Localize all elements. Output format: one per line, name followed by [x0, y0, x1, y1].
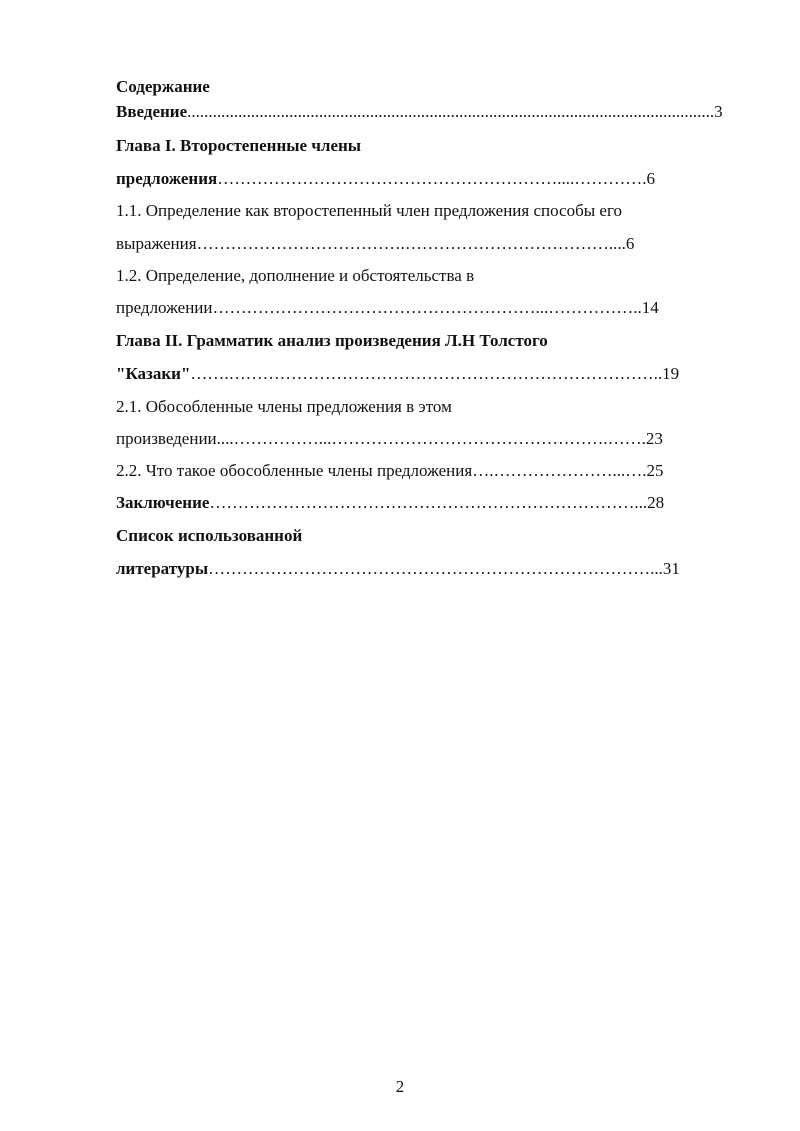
toc-page-number: 28 — [647, 493, 665, 512]
toc-entry-title: 2.2. Что такое обособленные члены предложения — [116, 461, 473, 480]
toc-leader: ……………………………………………………………………... — [208, 559, 663, 578]
toc-entry-chapter2-title: Глава II. Грамматик анализ произведения Л.Н Толстого — [116, 331, 548, 350]
toc-entry-section2-1-text: 2.1. Обособленные члены предложения в этом — [116, 397, 452, 416]
toc-entry-title: выражения — [116, 234, 197, 253]
toc-heading: Содержание — [116, 77, 210, 96]
toc-page-number: 31 — [662, 559, 680, 578]
toc-entry-chapter2 — [116, 363, 679, 385]
toc-page-number: 6 — [646, 169, 655, 188]
toc-leader: ….…………………...…. — [472, 461, 647, 480]
toc-leader: …………………………………………………………………... — [209, 493, 648, 512]
toc-entry-title: литературы — [116, 559, 209, 578]
toc-entry-chapter1-title: Глава I. Второстепенные члены — [116, 136, 362, 155]
toc-entry-title: Заключение — [116, 493, 210, 512]
toc-leader: …………………………………………………...…………….. — [212, 298, 642, 317]
toc-page-number: 25 — [646, 461, 664, 480]
toc-entry-section1-2 — [116, 297, 659, 319]
toc-page-number: 6 — [625, 234, 635, 253]
page-number: 2 — [395, 1077, 405, 1096]
toc-entry-title: Введение — [116, 102, 188, 121]
toc-leader: ............................................................................................................................ — [187, 102, 715, 121]
toc-entry-title: предложении — [116, 298, 213, 317]
toc-entry-chapter1 — [116, 168, 655, 190]
toc-entry-title: предложения — [116, 169, 218, 188]
toc-entry-conclusion — [116, 492, 664, 514]
toc-entry-title: произведении — [116, 429, 217, 448]
toc-entry-section1-1-text: 1.1. Определение как второстепенный член предложения способы его — [116, 201, 622, 220]
toc-entry-section1-2-text: 1.2. Определение, дополнение и обстоятельства в — [116, 266, 475, 285]
toc-entry-section1-1 — [116, 233, 634, 255]
toc-leader: ……………………………….……………………………….... — [196, 234, 626, 253]
toc-page-number: 19 — [662, 364, 680, 383]
toc-leader: …….………………………………………………………………….. — [190, 364, 663, 383]
toc-entry-intro — [116, 101, 723, 123]
toc-leader: ……………………………………………………....…………. — [217, 169, 647, 188]
toc-page-number: 3 — [714, 102, 723, 121]
toc-entry-references — [116, 558, 680, 580]
toc-entry-section2-2 — [116, 460, 663, 482]
toc-leader: ....……………...………………………………………….……. — [216, 429, 646, 448]
toc-entry-title: "Казаки" — [116, 364, 191, 383]
toc-page-number: 23 — [645, 429, 663, 448]
toc-entry-section2-1 — [116, 428, 663, 450]
toc-page-number: 14 — [641, 298, 659, 317]
toc-entry-references-title: Список использованной — [116, 526, 303, 545]
